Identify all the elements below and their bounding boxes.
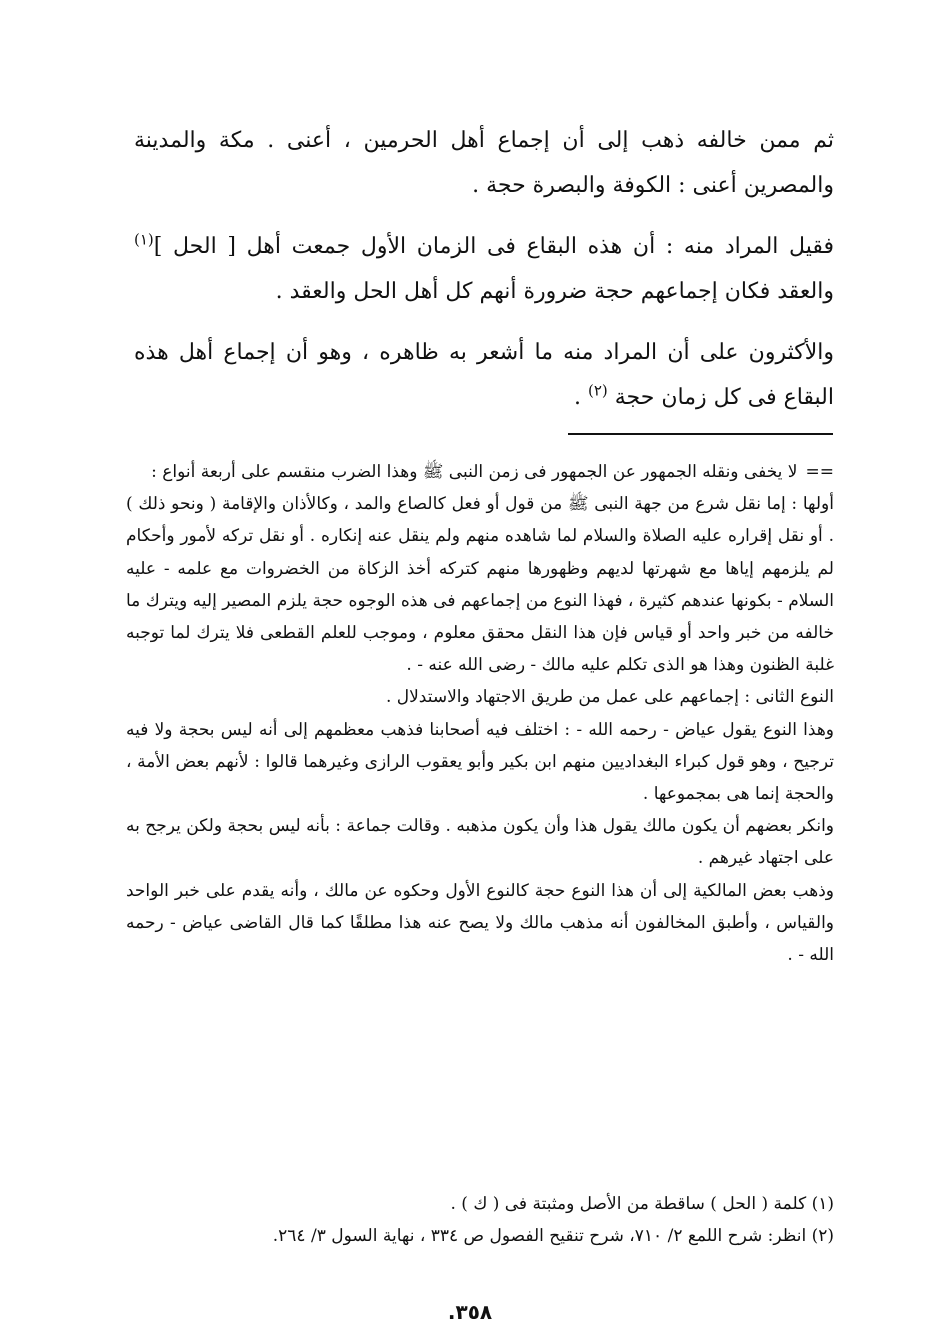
footnote-1: (١) كلمة ( الحل ) ساقطة من الأصل ومثبتة فى ( ك ) .: [450, 1194, 834, 1214]
note-paragraph-1-text: لا يخفى ونقله الجمهور عن الجمهور فى زمن النبى ﷺ وهذا الضرب منقسم على أربعة أنواع :: [151, 462, 798, 482]
commentary-notes: [126, 456, 834, 971]
note-paragraph-2: أولها : إما نقل شرع من جهة النبى ﷺ من قول أو فعل كالصاع والمد ، وكالأذان والإقامة ( ونحو ذلك ) . أو نقل إقراره عليه الصلاة والسلام لما شاهده منهم ولم ينقل عنه إنكاره . أو نقل تركه لأمور وأحكام لم يلزمهم إياها مع شهرتها لديهم وظهورها منهم كتركه أخذ الزكاة من الخضروات مع علمه - عليه السلام - بكونها عندهم كثيرة ، فهذا النوع من إجماعهم فى هذه الوجوه حجة يلزم المصير إليه ويترك ما خالفه من خبر واحد أو قياس فإن هذا النقل محقق معلوم ، وموجب للعلم القطعى فلا يترك لما توجبه غلبة الظنون وهذا هو الذى تكلم عليه مالك - رضى الله عنه - .: [126, 494, 834, 676]
footnote-separator-line: [568, 433, 833, 435]
footnote-reference-1: (١): [134, 230, 154, 249]
page-number: ٣٥٨.: [447, 1300, 493, 1324]
main-paragraph-1: [134, 118, 834, 208]
main-paragraph-3: [134, 330, 834, 420]
note-paragraph-5: وانكر بعضهم أن يكون مالك يقول هذا وأن يكون مذهبه . وقالت جماعة : بأنه ليس بحجة ولكن يرجح به على اجتهاد غيرهم .: [126, 816, 834, 869]
main-paragraph-1-text: ثم ممن خالفه ذهب إلى أن إجماع أهل الحرمين ، أعنى . مكة والمدينة والمصرين أعنى : الكوفة والبصرة حجة .: [134, 128, 834, 198]
footnotes: [126, 1188, 834, 1252]
note-paragraph-3: النوع الثانى : إجماعهم على عمل من طريق الاجتهاد والاستدلال .: [385, 687, 834, 708]
footnote-2: (٢) انظر: شرح اللمع ٢/ ٧١٠، شرح تنقيح الفصول ص ٣٣٤ ، نهاية السول ٣/ ٢٦٤.: [272, 1226, 834, 1246]
main-paragraph-3-end: .: [573, 385, 581, 410]
note-paragraph-4: وهذا النوع يقول عياض - رحمه الله - : اختلف فيه أصحابنا فذهب معظمهم إلى أنه ليس بحجة ولا فيه ترجيح ، وهو قول كبراء البغداديين منهم ابن بكير وأبو يعقوب الرازى وغيرهما قالوا : لأنهم بعض الأمة ، والحجة إنما هى بمجموعها .: [126, 719, 834, 805]
main-paragraph-2-rest: والعقد فكان إجماعهم حجة ضرورة أنهم كل أهل الحل والعقد .: [275, 279, 834, 304]
note-paragraph-6: وذهب بعض المالكية إلى أن هذا النوع حجة كالنوع الأول وحكوه عن مالك ، وأنه يقدم على خبر الواحد والقياس ، وأطبق المخالفون أنه مذهب مالك ولا يصح عنه هذا مطلقًا كما قال القاضى عياض - رحمه الله - .: [126, 880, 834, 966]
continuation-mark: ==: [805, 462, 834, 482]
footnote-reference-2: (٢): [587, 381, 608, 400]
main-paragraph-3-text: والأكثرون على أن المراد منه ما أشعر به ظاهره ، وهو أن إجماع أهل هذه البقاع فى كل زمان حجة: [134, 340, 834, 410]
main-paragraph-2: [134, 224, 834, 314]
note-paragraph-1: [126, 456, 834, 488]
main-paragraph-2-text: فقيل المراد منه : أن هذه البقاع فى الزمان الأول جمعت أهل [ الحل ]: [153, 234, 834, 259]
main-text: [134, 118, 834, 436]
